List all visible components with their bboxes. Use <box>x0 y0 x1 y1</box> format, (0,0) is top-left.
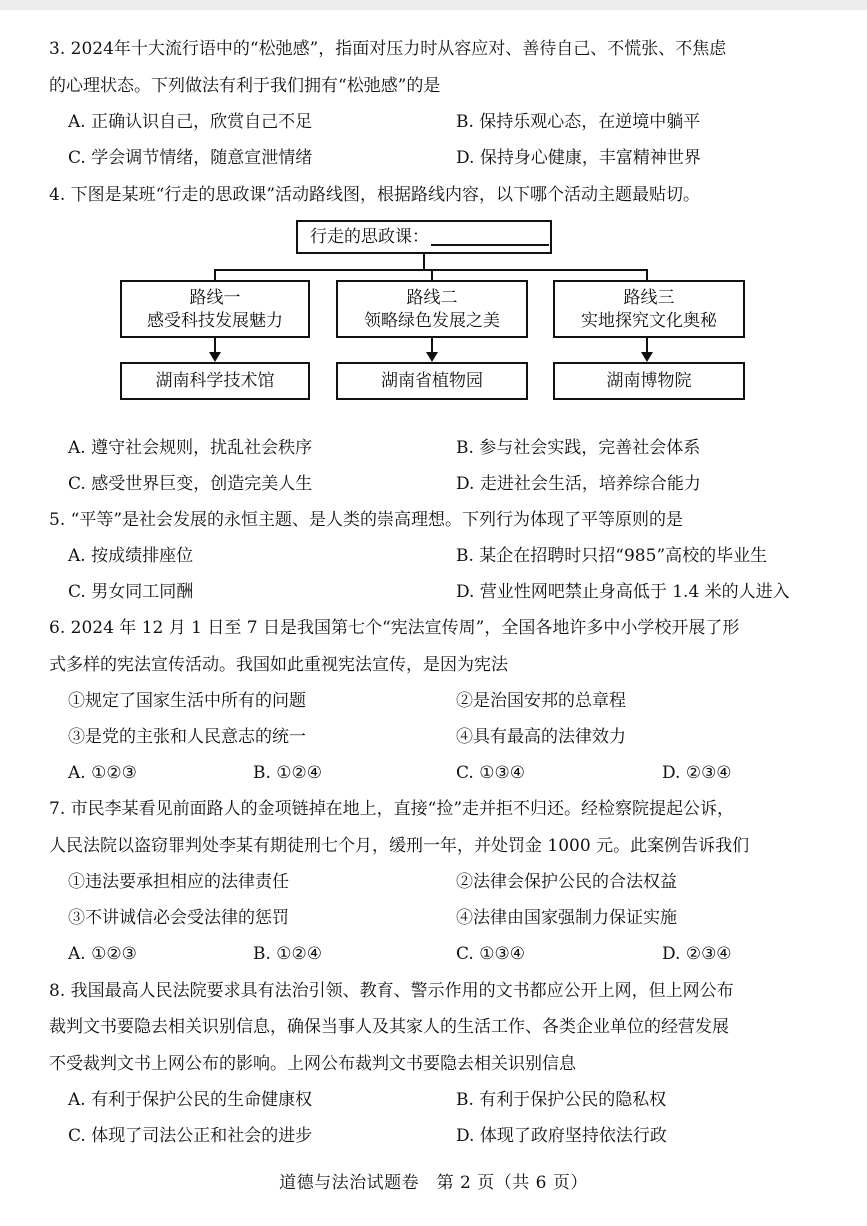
q6-statement-1: ①规定了国家生活中所有的问题 <box>68 691 306 711</box>
q6-statements-row-1 <box>68 690 848 714</box>
q6-option-a[interactable]: A. ①②③ <box>68 763 137 783</box>
q7-statement-3: ③不讲诚信必会受法律的惩罚 <box>68 908 289 928</box>
diagram-title-box <box>296 220 552 254</box>
q3-option-b[interactable]: B. 保持乐观心态，在逆境中躺平 <box>456 112 701 132</box>
q5-option-a[interactable]: A. 按成绩排座位 <box>68 546 194 566</box>
route-2-place: 湖南省植物园 <box>381 371 483 391</box>
route-1-place: 湖南科学技术馆 <box>155 371 275 391</box>
q3-stem-line-2: 的心理状态。下列做法有利于我们拥有“松弛感”的是 <box>49 76 441 96</box>
route-2-arrow-icon <box>426 352 438 362</box>
q5-option-c[interactable]: C. 男女同工同酬 <box>68 582 194 602</box>
route-2-box <box>336 280 528 338</box>
q6-options-row <box>68 762 848 786</box>
diagram-title-blank <box>431 226 549 246</box>
q7-stem-line-2: 人民法院以盗窃罪判处李某有期徒刑七个月，缓刑一年，并处罚金 1000 元。此案例告诉我们 <box>49 836 750 856</box>
route-3-box <box>553 280 745 338</box>
route-1-arrow-icon <box>209 352 221 362</box>
route-2-theme: 领略绿色发展之美 <box>364 311 500 331</box>
q7-statements-row-2 <box>68 907 848 931</box>
q6-statements-row-2 <box>68 726 848 750</box>
q8-option-c[interactable]: C. 体现了司法公正和社会的进步 <box>68 1126 313 1146</box>
route-3-theme: 实地探究文化奥秘 <box>581 311 717 331</box>
q7-statement-4: ④法律由国家强制力保证实施 <box>456 908 677 928</box>
q6-option-d[interactable]: D. ②③④ <box>662 763 732 783</box>
q4-stem: 4. 下图是某班“行走的思政课”活动路线图，根据路线内容，以下哪个活动主题最贴切。 <box>49 185 701 205</box>
q7-option-d[interactable]: D. ②③④ <box>662 944 732 964</box>
q7-statement-2: ②法律会保护公民的合法权益 <box>456 872 677 892</box>
route-1-name: 路线一 <box>189 288 241 308</box>
q6-stem-line-2: 式多样的宪法宣传活动。我国如此重视宪法宣传，是因为宪法 <box>49 655 508 675</box>
scan-top-band <box>0 0 867 10</box>
q4-option-d[interactable]: D. 走进社会生活，培养综合能力 <box>456 474 701 494</box>
q7-option-c[interactable]: C. ①③④ <box>456 944 525 964</box>
q4-options-row-1 <box>68 437 848 461</box>
q5-options-row-2 <box>68 581 848 605</box>
q4-option-c[interactable]: C. 感受世界巨变，创造完美人生 <box>68 474 313 494</box>
diagram-title: 行走的思政课： <box>310 227 429 247</box>
route-1-box <box>120 280 310 338</box>
q3-stem-line-1: 3. 2024年十大流行语中的“松弛感”，指面对压力时从容应对、善待自己、不慌张、不焦虑 <box>49 39 727 59</box>
q4-option-b[interactable]: B. 参与社会实践，完善社会体系 <box>456 438 701 458</box>
q3-options-row-2 <box>68 147 848 171</box>
q8-option-d[interactable]: D. 体现了政府坚持依法行政 <box>456 1126 667 1146</box>
q7-option-b[interactable]: B. ①②④ <box>253 944 323 964</box>
connector-trunk <box>423 254 425 270</box>
route-2-name: 路线二 <box>406 288 458 308</box>
route-3-place: 湖南博物院 <box>606 371 692 391</box>
q7-stem-line-1: 7. 市民李某看见前面路人的金项链掉在地上，直接“捡”走并拒不归还。经检察院提起公诉， <box>49 799 735 819</box>
q7-statement-1: ①违法要承担相应的法律责任 <box>68 872 289 892</box>
q7-option-a[interactable]: A. ①②③ <box>68 944 137 964</box>
route-2-place-box <box>336 362 528 400</box>
q3-option-d[interactable]: D. 保持身心健康，丰富精神世界 <box>456 148 701 168</box>
q8-option-b[interactable]: B. 有利于保护公民的隐私权 <box>456 1090 667 1110</box>
q8-options-row-1 <box>68 1089 848 1113</box>
q7-options-row <box>68 943 848 967</box>
q4-option-a[interactable]: A. 遵守社会规则，扰乱社会秩序 <box>68 438 313 458</box>
q6-option-b[interactable]: B. ①②④ <box>253 763 323 783</box>
q3-options-row-1 <box>68 111 848 135</box>
route-3-arrow-icon <box>641 352 653 362</box>
q8-options-row-2 <box>68 1125 848 1149</box>
q8-option-a[interactable]: A. 有利于保护公民的生命健康权 <box>68 1090 313 1110</box>
q6-statement-3: ③是党的主张和人民意志的统一 <box>68 727 306 747</box>
q6-stem-line-1: 6. 2024 年 12 月 1 日至 7 日是我国第七个“宪法宣传周”，全国各地许多中小学校开展了形 <box>49 618 740 638</box>
q6-statement-2: ②是治国安邦的总章程 <box>456 691 626 711</box>
page-footer: 道德与法治试题卷 第 2 页（共 6 页） <box>279 1173 588 1193</box>
q4-options-row-2 <box>68 473 848 497</box>
route-1-theme: 感受科技发展魅力 <box>147 311 283 331</box>
route-1-place-box <box>120 362 310 400</box>
q8-stem-line-3: 不受裁判文书上网公布的影响。上网公布裁判文书要隐去相关识别信息 <box>49 1054 576 1074</box>
q3-option-a[interactable]: A. 正确认识自己，欣赏自己不足 <box>68 112 313 132</box>
q5-options-row-1 <box>68 545 848 569</box>
q3-option-c[interactable]: C. 学会调节情绪，随意宣泄情绪 <box>68 148 313 168</box>
q5-stem: 5. “平等”是社会发展的永恒主题、是人类的崇高理想。下列行为体现了平等原则的是 <box>49 510 684 530</box>
q5-option-d[interactable]: D. 营业性网吧禁止身高低于 1.4 米的人进入 <box>456 582 790 602</box>
route-diagram <box>120 218 748 404</box>
q8-stem-line-1: 8. 我国最高人民法院要求具有法治引领、教育、警示作用的文书都应公开上网，但上网公布 <box>49 981 734 1001</box>
route-3-place-box <box>553 362 745 400</box>
q6-option-c[interactable]: C. ①③④ <box>456 763 525 783</box>
q8-stem-line-2: 裁判文书要隐去相关识别信息，确保当事人及其家人的生活工作、各类企业单位的经营发展 <box>49 1017 729 1037</box>
q6-statement-4: ④具有最高的法律效力 <box>456 727 626 747</box>
q5-option-b[interactable]: B. 某企在招聘时只招“985”高校的毕业生 <box>456 546 768 566</box>
q7-statements-row-1 <box>68 871 848 895</box>
route-3-name: 路线三 <box>623 288 675 308</box>
